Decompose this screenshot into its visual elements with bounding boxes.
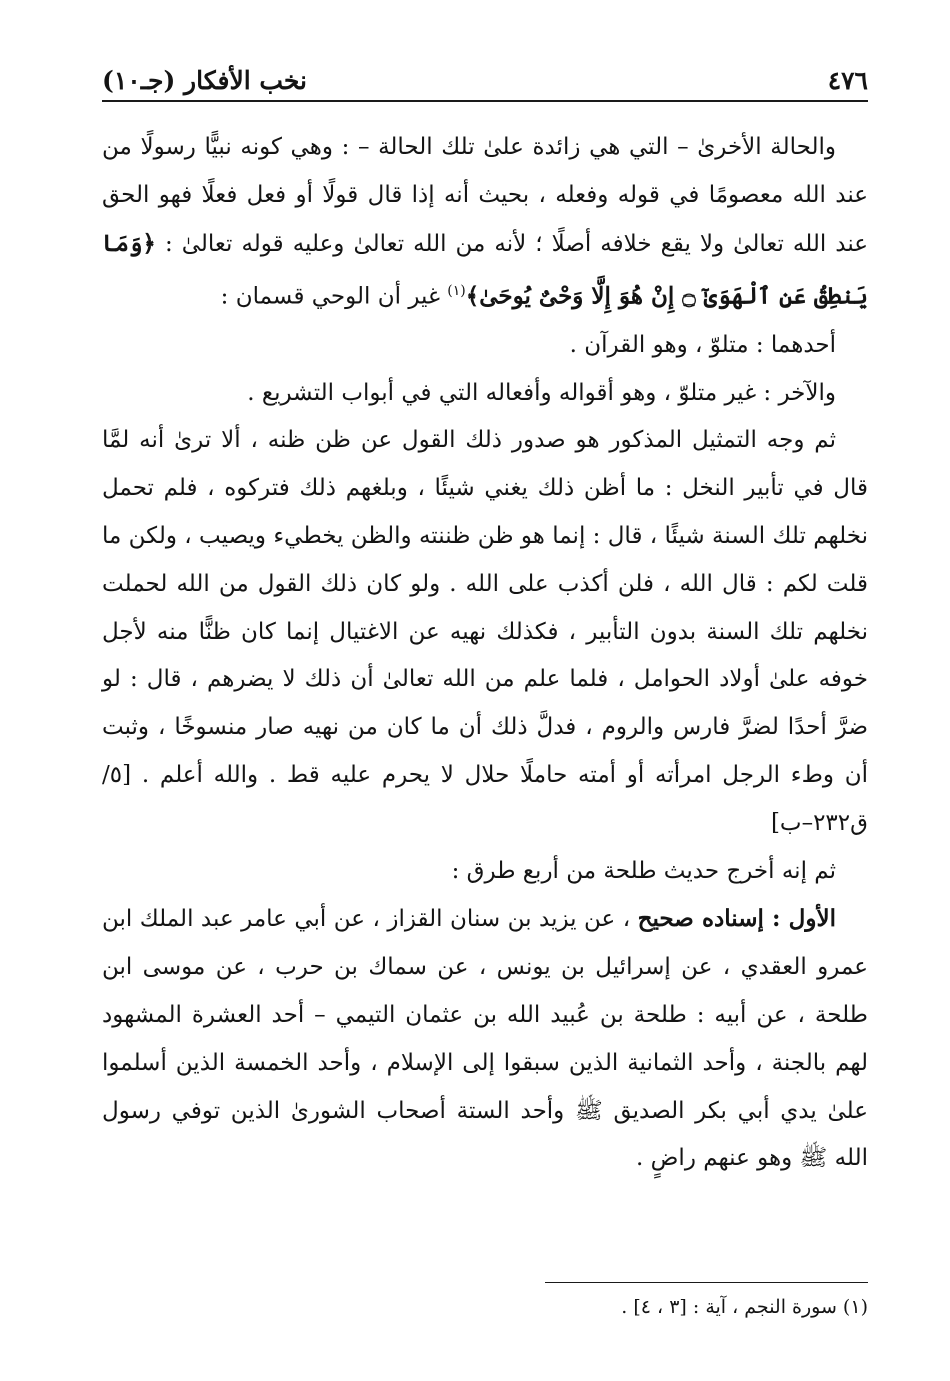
paragraph-5: ثم إنه أخرج حديث طلحة من أربع طرق : xyxy=(451,857,836,884)
paragraph-6-text: ، عن يزيد بن سنان القزاز ، عن أبي عامر عبد الملك ابن عمرو العقدي ، عن إسرائيل بن يونس ، عن سماك بن حرب ، عن موسى ابن طلحة ، عن أبيه : طلحة بن عُبيد الله بن عثمان التيمي – أحد العشرة المشهود لهم بالجنة ، وأحد الثمانية الذين سبقوا إلى الإسلام ، وأحد الخمسة الذين أسلموا علىٰ يدي أبي بكر الصديق ﷺ وأحد الستة أصحاب الشورىٰ الذين توفي رسول الله ﷺ وهو عنهم راضٍ . xyxy=(102,906,868,1172)
paragraph-1-text: والحالة الأخرىٰ – التي هي زائدة علىٰ تلك الحالة – : وهي كونه نبيًّا رسولًا من عند الله معصومًا في قوله وفعله ، بحيث أنه إذا قال قولًا أو فعل فعلًا فهو الحق عند الله تعالىٰ ولا يقع خلافه أصلًا ؛ لأنه من الله تعالىٰ وعليه قوله تعالىٰ : xyxy=(102,134,868,257)
running-header xyxy=(102,60,868,102)
quran-verse: ﴿وَمَا يَنطِقُ عَنِ ٱلْهَوَىٰٓ ۝ إِنْ هُوَ إِلَّا وَحْىٌ يُوحَىٰ﴾ xyxy=(102,229,868,311)
paragraph-6-lead: الأول : إسناده صحيح xyxy=(637,905,836,933)
footnote-ref: (١) xyxy=(447,283,466,300)
footnote: (١) سورة النجم ، آية : [٣ ، ٤] . xyxy=(621,1296,868,1318)
paragraph-1 xyxy=(102,124,868,322)
book-title: نخب الأفكار (جـ١٠) xyxy=(102,65,308,95)
paragraph-2: أحدهما : متلوّ ، وهو القرآن . xyxy=(569,331,836,358)
footnote-divider xyxy=(545,1282,868,1283)
paragraph-6 xyxy=(102,895,868,1183)
page-number: ٤٧٦ xyxy=(827,65,868,95)
paragraph-3: والآخر : غير متلوّ ، وهو أقواله وأفعاله التي في أبواب التشريع . xyxy=(247,379,836,406)
paragraph-4: ثم وجه التمثيل المذكور هو صدور ذلك القول عن ظن ظنه ، ألا ترىٰ أنه لمَّا قال في تأبير النخل : ما أظن ذلك يغني شيئًا ، وبلغهم ذلك فتركوه ، فلم تحمل نخلهم تلك السنة شيئًا ، قال : إنما هو ظن ظننته والظن يخطيء ويصيب ، ولكن ما قلت لكم : قال الله ، فلن أكذب على الله . ولو كان ذلك القول من الله لحملت نخلهم تلك السنة بدون التأبير ، فكذلك نهيه عن الاغتيال إنما كان ظنًّا منه لأجل خوفه علىٰ أولاد الحوامل ، فلما علم من الله تعالىٰ أن ذلك لا يضرهم ، قال : لو ضرَّ أحدًا لضرَّ فارس والروم ، فدلَّ ذلك أن ما كان من نهيه صار منسوخًا ، وثبت أن وطء الرجل امرأته أو أمته حاملًا حلال لا يحرم عليه قط . والله أعلم . [٥/ ق٢٣٢–ب] xyxy=(102,427,868,836)
paragraph-1-tail: غير أن الوحي قسمان : xyxy=(220,284,440,311)
body-text xyxy=(102,124,868,1183)
